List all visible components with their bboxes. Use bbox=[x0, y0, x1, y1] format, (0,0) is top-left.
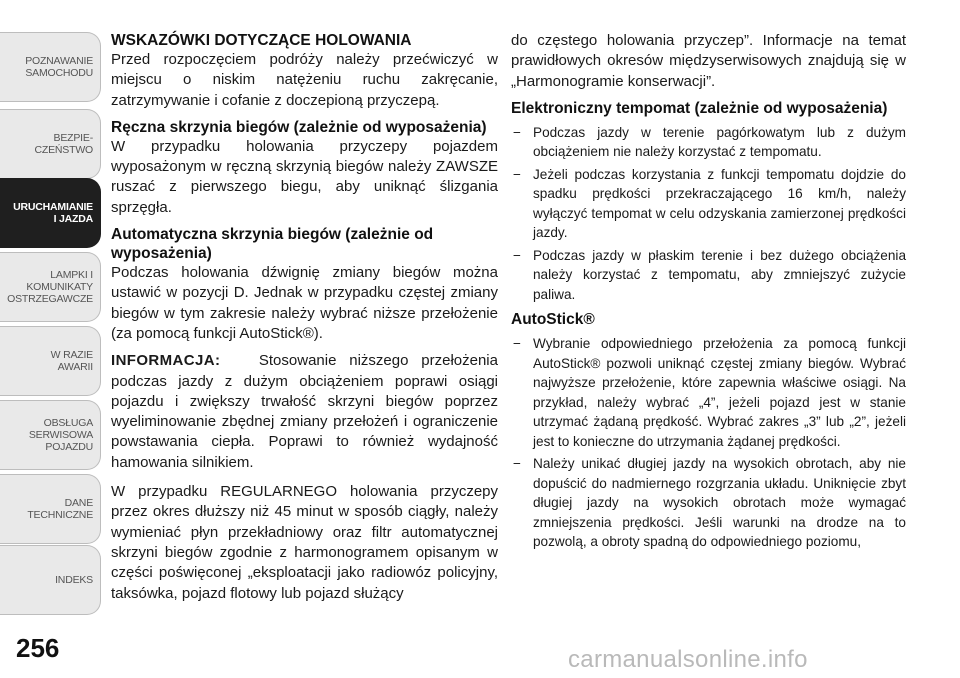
towing-tips-text: Przed rozpoczęciem podróży należy przećwiczyć w miejscu o niskim natężeniu ruchu zakręcanie, zatrzymywanie i cofanie z doczepioną przyczepą. bbox=[111, 51, 498, 109]
right-column bbox=[511, 31, 906, 555]
autostick-list bbox=[511, 334, 906, 552]
list-item: − Podczas jazdy w terenie pagórkowatym lub z dużym obciążeniem nie należy korzystać z tempomatu. bbox=[513, 124, 906, 160]
tab-dane-techniczne[interactable]: DANE TECHNICZNE bbox=[0, 474, 101, 544]
info-note bbox=[111, 351, 498, 473]
cruise-control-list bbox=[511, 123, 906, 305]
automatic-transmission-text: Podczas holowania dźwignię zmiany biegów można ustawić w pozycji D. Jednak w przypadku częstej zmiany biegów w tym zakresie należy wybrać niższe przełożenie (za pomocą funkcji AutoStick®). bbox=[111, 264, 498, 342]
tab-indeks[interactable]: INDEKS bbox=[0, 545, 101, 615]
heading-cruise-control: Elektroniczny tempomat (zależnie od wyposażenia) bbox=[511, 99, 888, 117]
page-number: 256 bbox=[16, 633, 60, 663]
tab-uruchamianie-i-jazda[interactable]: URUCHAMIANIE I JAZDA bbox=[0, 178, 101, 248]
heading-automatic-transmission: Automatyczna skrzynia biegów (zależnie od wyposażenia) bbox=[111, 226, 434, 263]
tab-poznawanie-samochodu[interactable]: POZNAWANIE SAMOCHODU bbox=[0, 32, 101, 102]
dash-bullet: − bbox=[513, 336, 521, 352]
tab-w-razie-awarii[interactable]: W RAZIE AWARII bbox=[0, 326, 101, 396]
dash-bullet: − bbox=[513, 247, 521, 263]
dash-bullet: − bbox=[513, 166, 521, 182]
regular-towing-text: W przypadku REGULARNEGO holowania przyczepy przez okres dłuższy niż 45 minut w sposób ciągły, należy wymieniać płyn przekładniowy oraz filtr automatycznej skrzyni biegów zgodnie z harmonogramem opisanym w części poświęconej „eksploatacji jako radiowóz policyjny, taksówka, pojazd flotowy lub pojazd służący bbox=[111, 483, 498, 602]
tab-bezpieczenstwo[interactable]: BEZPIE- CZEŃSTWO bbox=[0, 109, 101, 179]
list-item: − Podczas jazdy w płaskim terenie i bez dużego obciążenia należy korzystać z tempomatu, aby zmniejszyć zużycie paliwa. bbox=[513, 247, 906, 302]
list-item: − Wybranie odpowiedniego przełożenia za pomocą funkcji AutoStick® pozwoli uniknąć częstej zmiany biegów. Wybrać najwyższe przełożenie, które zapewnia właściwe osiągi. Na przykład, należy wybrać „4”, jeżeli pojazd jest w stanie utrzymać żądaną prędkość. Wybrać zakres „3” lub „2”, jeżeli jest to konieczne do utrzymania żądanej prędkości. bbox=[513, 336, 906, 449]
tab-obsluga-serwisowa[interactable]: OBSŁUGA SERWISOWA POJAZDU bbox=[0, 400, 101, 470]
heading-autostick: AutoStick® bbox=[511, 311, 595, 329]
heading-manual-transmission: Ręczna skrzynia biegów (zależnie od wyposażenia) bbox=[111, 118, 487, 136]
watermark: carmanualsonline.info bbox=[568, 646, 808, 673]
list-item: − Jeżeli podczas korzystania z funkcji tempomatu dojdzie do spadku prędkości przekraczającego 16 km/h, należy wyłączyć tempomat w celu odzyskania zamierzonej prędkości jazdy. bbox=[513, 166, 906, 241]
list-item: − Należy unikać długiej jazdy na wysokich obrotach, aby nie dopuścić do nadmiernego rozgrzania układu. Uniknięcie zbyt długiej jazdy na wysokich obrotach może wymagać zmniejszenia prędkości. Jeśli warunki na drodze na to pozwolą, a obroty spadną do odpowiedniego poziomu, bbox=[513, 456, 906, 550]
heading-towing-tips: WSKAZÓWKI DOTYCZĄCE HOLOWANIA bbox=[111, 32, 412, 49]
continuation-text: do częstego holowania przyczep”. Informacje na temat prawidłowych okresów międzyserwisowych znajdują się w „Harmonogramie konserwacji”. bbox=[511, 32, 906, 90]
chapter-sidebar bbox=[0, 0, 103, 678]
dash-bullet: − bbox=[513, 456, 521, 472]
tab-lampki-i-komunikaty[interactable]: LAMPKI I KOMUNIKATY OSTRZEGAWCZE bbox=[0, 252, 101, 322]
info-label: INFORMACJA: bbox=[111, 352, 221, 370]
manual-transmission-text: W przypadku holowania przyczepy pojazdem wyposażonym w ręczną skrzynią biegów należy ZAWSZE ruszać z pierwszego biegu, aby uniknąć ślizgania sprzęgła. bbox=[111, 137, 498, 216]
dash-bullet: − bbox=[513, 124, 521, 140]
info-text: Stosowanie niższego przełożenia podczas jazdy z dużym obciążeniem poprawi osiągi pojazdu i zwiększy trwałość skrzyni biegów poprzez wyeliminowanie zbędnej zmiany przełożeń i ograniczenie powstawania ciepła. Poprawi to również wydajność hamowania silnikiem. bbox=[111, 352, 498, 471]
left-column bbox=[111, 31, 498, 604]
